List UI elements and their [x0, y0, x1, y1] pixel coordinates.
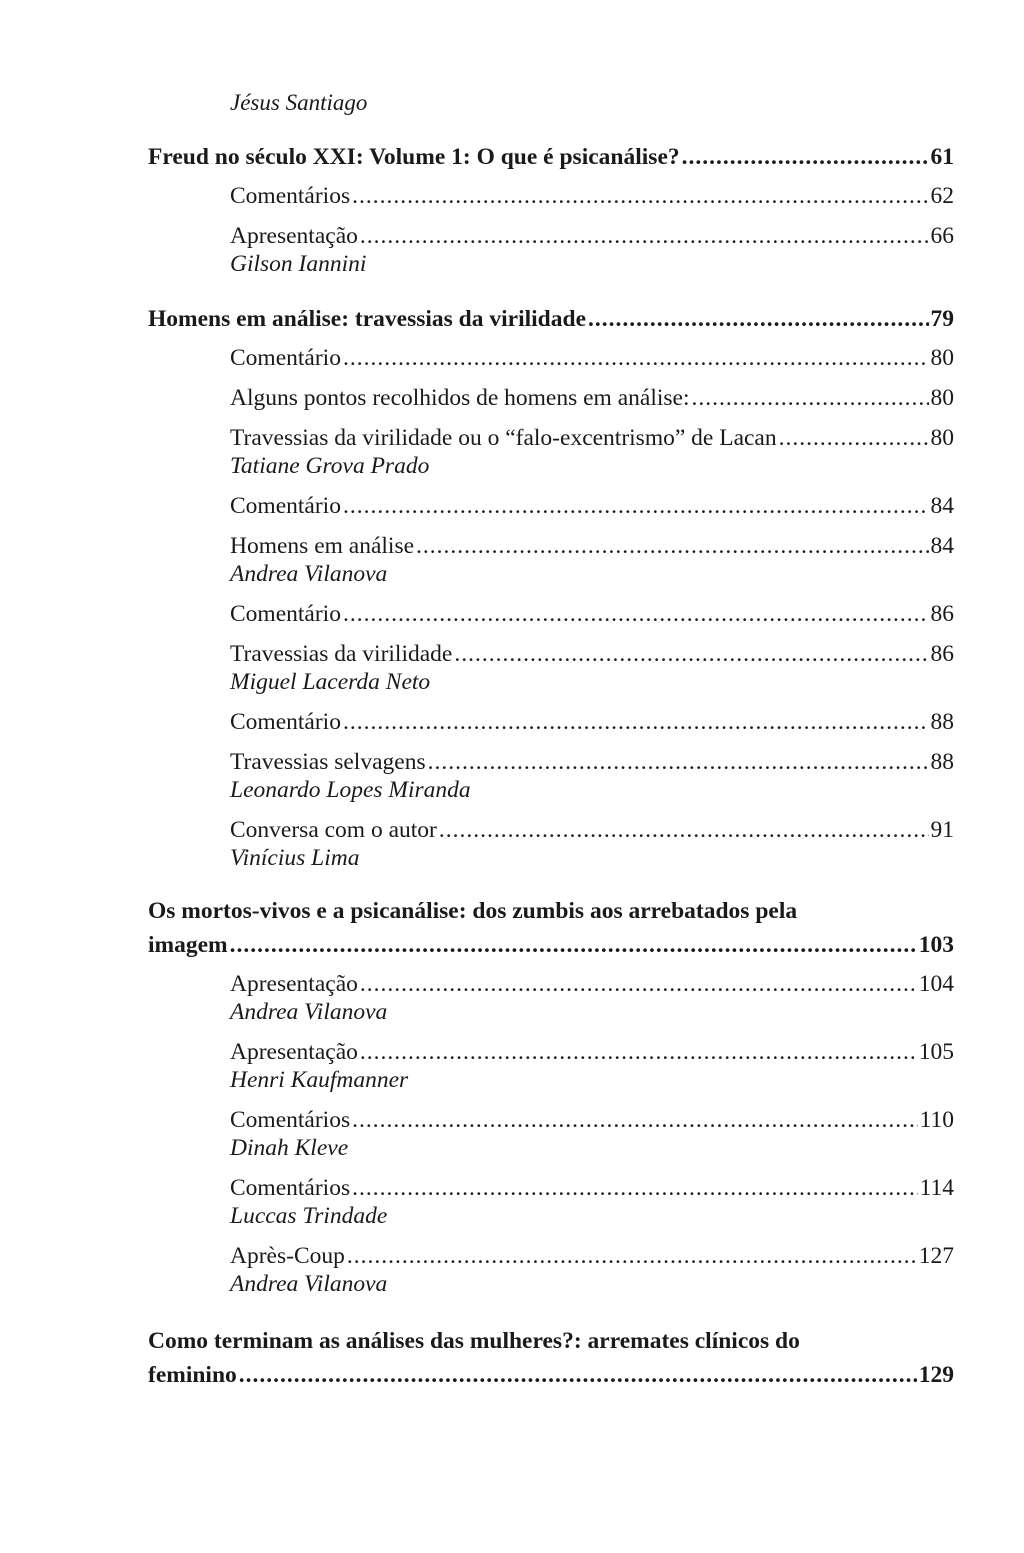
entry-title: Comentário	[230, 601, 341, 627]
section-page: 79	[930, 306, 954, 332]
entry-title: Travessias da virilidade ou o “falo-excentrismo” de Lacan	[230, 425, 777, 451]
dot-leader	[416, 526, 928, 566]
entry-author: Tatiane Grova Prado	[230, 453, 430, 479]
dot-leader	[347, 1236, 917, 1276]
entry-title: Alguns pontos recolhidos de homens em análise:	[230, 385, 690, 411]
section-page: 61	[930, 144, 954, 170]
toc-section	[148, 1324, 954, 1392]
entry-title: Conversa com o autor	[230, 817, 437, 843]
entry-page: 88	[930, 709, 954, 735]
dot-leader	[682, 140, 929, 174]
entry-page: 110	[919, 1107, 954, 1133]
entry-page: 80	[930, 425, 954, 451]
toc-entry	[148, 810, 954, 878]
section-title-cont: imagem	[148, 932, 228, 958]
dot-leader	[360, 216, 929, 256]
entry-page: 86	[930, 641, 954, 667]
entry-title: Travessias selvagens	[230, 749, 426, 775]
toc-entry	[148, 1236, 954, 1304]
dot-leader	[588, 302, 929, 336]
entry-page: 91	[930, 817, 954, 843]
section-title: Os mortos-vivos e a psicanálise: dos zumbis aos arrebatados pela	[148, 898, 798, 924]
entry-page: 114	[919, 1175, 954, 1201]
entry-author: Miguel Lacerda Neto	[230, 669, 431, 695]
section-page: 103	[918, 932, 954, 958]
entry-page: 80	[930, 385, 954, 411]
entry-title: Apresentação	[230, 971, 358, 997]
section-page: 129	[918, 1362, 954, 1388]
dot-leader	[779, 418, 929, 458]
entry-page: 127	[918, 1243, 954, 1269]
section-title-cont: feminino	[148, 1362, 237, 1388]
entry-page: 80	[930, 345, 954, 371]
entry-title: Homens em análise	[230, 533, 415, 559]
section-heading	[148, 1324, 954, 1392]
entry-author: Andrea Vilanova	[230, 1271, 388, 1297]
entry-page: 104	[918, 971, 954, 997]
toc-entry	[148, 634, 954, 702]
toc-entry	[148, 1100, 954, 1168]
dot-leader	[230, 928, 917, 962]
toc-entry	[148, 1032, 954, 1100]
dot-leader	[428, 742, 929, 782]
toc-entry	[148, 526, 954, 594]
entry-author: Leonardo Lopes Miranda	[230, 777, 471, 803]
entry-author: Andrea Vilanova	[230, 999, 388, 1025]
section-title: Homens em análise: travessias da virilidade	[148, 306, 586, 332]
entry-title: Après-Coup	[230, 1243, 345, 1269]
section-heading	[148, 894, 954, 962]
dot-leader	[360, 1032, 917, 1072]
entry-page: 66	[930, 223, 954, 249]
section-title: Freud no século XXI: Volume 1: O que é psicanálise?	[148, 144, 680, 170]
entry-author: Dinah Kleve	[230, 1135, 349, 1161]
entry-page: 105	[918, 1039, 954, 1065]
toc-entry	[148, 486, 954, 526]
dot-leader	[691, 378, 928, 418]
entry-author: Jésus Santiago	[230, 90, 368, 115]
dot-leader	[343, 486, 929, 526]
entry-author: Luccas Trindade	[230, 1203, 388, 1229]
entry-author: Gilson Iannini	[230, 251, 367, 277]
entry-title: Travessias da virilidade	[230, 641, 453, 667]
toc-entry	[148, 418, 954, 486]
entry-author: Andrea Vilanova	[230, 561, 388, 587]
section-heading	[148, 140, 954, 174]
dot-leader	[343, 702, 929, 742]
entry-title: Comentários	[230, 183, 351, 209]
toc-entry	[148, 702, 954, 742]
entry-author: Vinícius Lima	[230, 845, 360, 871]
dot-leader	[343, 338, 929, 378]
dot-leader	[343, 594, 929, 634]
entry-title: Apresentação	[230, 1039, 358, 1065]
toc-section	[148, 140, 954, 284]
entry-title: Comentários	[230, 1107, 351, 1133]
toc-entry	[148, 742, 954, 810]
dot-leader	[360, 964, 917, 1004]
dot-leader	[454, 634, 928, 674]
toc-entry	[148, 338, 954, 378]
entry-page: 88	[930, 749, 954, 775]
dot-leader	[239, 1358, 917, 1392]
entry-author: Henri Kaufmanner	[230, 1067, 409, 1093]
entry-title: Comentário	[230, 345, 341, 371]
dot-leader	[352, 1168, 918, 1208]
table-of-contents	[148, 82, 954, 1392]
entry-title: Comentário	[230, 709, 341, 735]
entry-page: 84	[930, 533, 954, 559]
dot-leader	[439, 810, 929, 850]
section-title: Como terminam as análises das mulheres?: arremates clínicos do	[148, 1328, 800, 1354]
entry-title: Comentários	[230, 1175, 351, 1201]
toc-entry	[148, 964, 954, 1032]
toc-entry	[148, 176, 954, 216]
toc-entry	[148, 378, 954, 418]
dot-leader	[352, 176, 928, 216]
entry-title: Comentário	[230, 493, 341, 519]
entry-page: 62	[930, 183, 954, 209]
entry-page: 84	[930, 493, 954, 519]
toc-section	[148, 894, 954, 1304]
section-heading	[148, 302, 954, 336]
dot-leader	[352, 1100, 918, 1140]
entry-page: 86	[930, 601, 954, 627]
toc-entry	[148, 1168, 954, 1236]
entry-title: Apresentação	[230, 223, 358, 249]
toc-entry	[148, 216, 954, 284]
toc-entry	[148, 594, 954, 634]
toc-section	[148, 302, 954, 878]
